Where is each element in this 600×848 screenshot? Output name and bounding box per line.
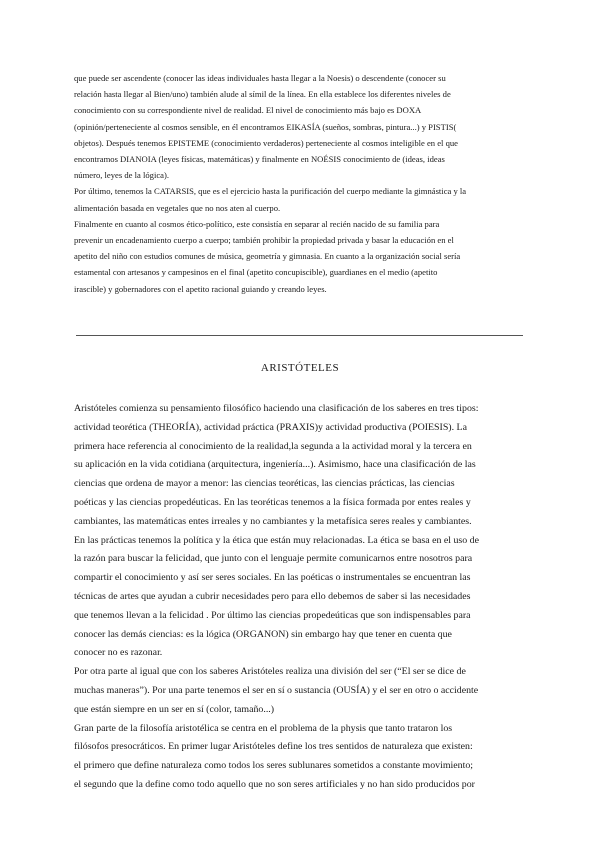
text-line: conocimiento con su correspondiente nivel de realidad. El nivel de conocimiento más bajo es DOXA	[74, 105, 422, 116]
text-line: ciencias que ordena de mayor a menor: las ciencias teoréticas, las ciencias prácticas, las ciencias	[74, 478, 455, 490]
section-title: ARISTÓTELES	[260, 362, 340, 374]
text-line: conocer no es razonar.	[74, 647, 163, 659]
text-line: poéticas y las ciencias propedéuticas. En las teoréticas tenemos a la física formada por entes reales y	[74, 496, 471, 508]
text-line: (opinión/perteneciente al cosmos sensible, en él encontramos EIKASÍA (sueños, sombras, pintura...) y PISTIS(	[74, 121, 457, 132]
text-line: irascible) y gobernadores con el apetito racional guiando y creando leyes.	[74, 283, 327, 294]
text-line: su aplicación en la vida cotidiana (arquitectura, ingeniería...). Asimismo, hace una clasificación de las	[74, 459, 476, 471]
text-line: la razón para buscar la felicidad, que junto con el lenguaje permite comunicarnos entre nosotros para	[74, 553, 473, 565]
text-line: prevenir un encadenamiento cuerpo a cuerpo; también prohibir la propiedad privada y basar la educación en el	[74, 235, 454, 246]
text-line: apetito del niño con estudios comunes de música, geometría y gimnasia. En cuanto a la organización social sería	[74, 251, 461, 262]
text-line: primera hace referencia al conocimiento de la realidad,la segunda a la actividad moral y la tercera en	[74, 440, 472, 452]
text-line: que tenemos llevan a la felicidad . Por último las ciencias propedeúticas que son indispensables para	[74, 609, 471, 621]
text-line: que están siempre en un ser en sí (color, tamaño...)	[74, 703, 275, 715]
text-line: técnicas de artes que ayudan a cubrir necesidades pero para ello debemos de saber si las necesidades	[74, 590, 471, 602]
text-line: Finalmente en cuanto al cosmos ético-político, este consistía en separar al recién nacido de su familia para	[74, 218, 440, 229]
text-line: encontramos DIANOIA (leyes físicas, matemáticas) y finalmente en NOÉSIS conocimiento de (ideas, ideas	[74, 154, 445, 165]
text-line: que puede ser ascendente (conocer las ideas individuales hasta llegar a la Noesis) o descendente (conocer su	[74, 73, 446, 83]
text-line: Por otra parte al igual que con los saberes Aristóteles realiza una división del ser (“El ser se dice de	[74, 666, 466, 678]
text-line: alimentación basada en vegetales que no nos aten al cuerpo.	[74, 202, 281, 213]
text-line: objetos). Después tenemos EPISTEME (conocimiento verdaderos) perteneciente al cosmos inteligible en el que	[74, 137, 458, 148]
text-line: cambiantes, las matemáticas entes irreales y no cambiantes y la metafísica seres reales y cambiantes.	[74, 515, 472, 527]
text-line: número, leyes de la lógica).	[74, 170, 169, 181]
text-line: compartir el conocimiento y así ser seres sociales. En las poéticas o instrumentales se encuentran las	[74, 572, 471, 584]
text-line: filósofos presocráticos. En primer lugar Aristóteles define los tres sentidos de naturaleza que existen:	[74, 741, 473, 753]
text-line: actividad teorética (THEORÍA), actividad práctica (PRAXIS)y actividad productiva (POIESIS). La	[74, 421, 467, 433]
plato-text-block	[74, 70, 534, 297]
text-line: Gran parte de la filosofía aristotélica se centra en el problema de la physis que tanto trataron los	[74, 722, 453, 734]
text-line: conocer las demás ciencias: es la lógica (ORGANON) sin embargo hay que tener en cuenta que	[74, 628, 452, 640]
text-line: Por último, tenemos la CATARSIS, que es el ejercicio hasta la purificación del cuerpo mediante la gimnástica y la	[74, 186, 467, 197]
section-divider	[76, 335, 523, 336]
text-line: el segundo que la define como todo aquello que no son seres artificiales y no han sido producidos por	[74, 778, 475, 790]
text-line: el primero que define naturaleza como todos los seres sublunares sometidos a constante movimiento;	[74, 760, 474, 772]
text-line: estamental con artesanos y campesinos en el final (apetito concupiscible), guardianes en el medio (apetito	[74, 267, 438, 278]
text-line: muchas maneras”). Por una parte tenemos el ser en sí o sustancia (OUSÍA) y el ser en otro o accidente	[74, 684, 479, 696]
text-line: Aristóteles comienza su pensamiento filosófico haciendo una clasificación de los saberes en tres tipos:	[74, 403, 479, 414]
aristotle-text-block	[74, 400, 534, 795]
text-line: relación hasta llegar al Bien/uno) también alude al símil de la línea. En ella establece los diferentes niveles de	[74, 89, 451, 100]
text-line: En las prácticas tenemos la política y la ética que están muy relacionadas. La ética se basa en el uso de	[74, 534, 479, 546]
